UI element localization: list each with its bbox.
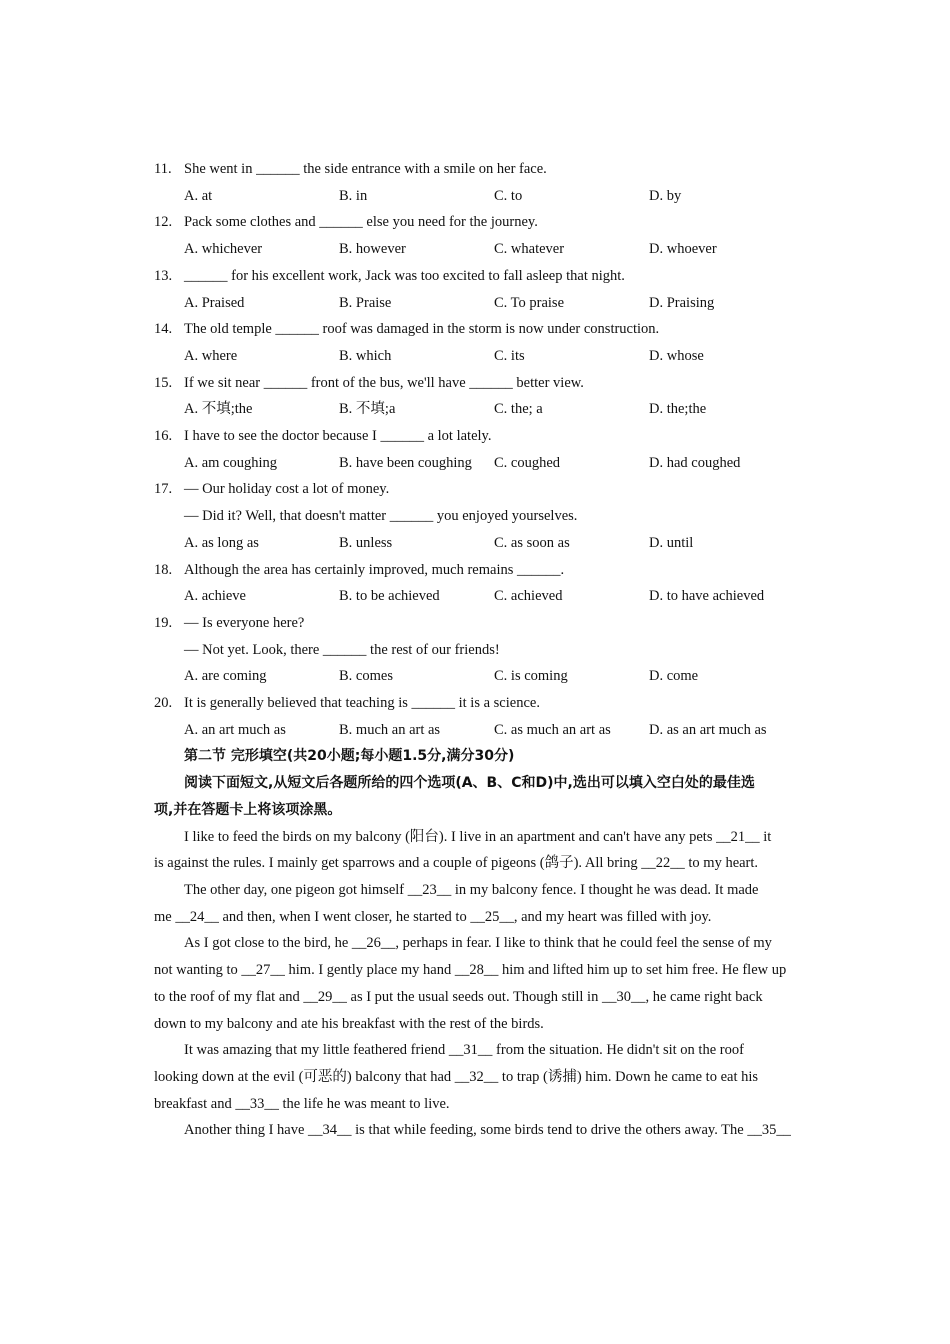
option-d: D. to have achieved [649, 588, 765, 605]
question-14 [154, 316, 830, 343]
passage-line: Another thing I have __34__ is that while feeding, some birds tend to drive the others away. The __35__ [184, 1122, 791, 1139]
question-stem: Although the area has certainly improved, much remains ______. [184, 561, 565, 578]
question-number: 14. [154, 321, 173, 338]
option-c: C. to [494, 187, 523, 204]
option-b: B. Praise [339, 294, 392, 311]
passage-line: As I got close to the bird, he __26__, perhaps in fear. I like to think that he could feel the sense of my [184, 935, 772, 952]
option-a: A. at [184, 187, 213, 204]
option-b: B. have been coughing [339, 454, 472, 471]
section-instruction: 阅读下面短文,从短文后各题所给的四个选项(A、B、C和D)中,选出可以填入空白处的最佳选 [184, 775, 755, 792]
passage-line: not wanting to __27__ him. I gently place my hand __28__ him and lifted him up to set him free. He flew up [154, 962, 787, 979]
passage-line: I like to feed the birds on my balcony (阳台). I live in an apartment and can't have any pets __21__ it [184, 828, 772, 845]
question-11 [154, 156, 830, 183]
option-c: C. its [494, 347, 525, 364]
passage-line: It was amazing that my little feathered friend __31__ from the situation. He didn't sit on the roof [184, 1042, 744, 1059]
option-d: D. Praising [649, 294, 715, 311]
question-number: 16. [154, 428, 173, 445]
question-number: 15. [154, 374, 173, 391]
section-instruction-continued: 项,并在答题卡上将该项涂黑。 [154, 801, 342, 818]
question-number: 20. [154, 695, 173, 712]
options-13 [154, 290, 830, 317]
option-b: B. much an art as [339, 721, 441, 738]
option-a: A. 不填;the [184, 401, 253, 418]
option-c: C. the; a [494, 401, 543, 418]
question-16 [154, 423, 830, 450]
option-b: B. in [339, 187, 368, 204]
option-d: D. whoever [649, 241, 717, 258]
question-12 [154, 209, 830, 236]
option-a: A. as long as [184, 534, 259, 551]
question-17 [154, 476, 830, 503]
option-c: C. as soon as [494, 534, 570, 551]
question-number: 11. [154, 161, 172, 177]
option-d: D. the;the [649, 401, 707, 418]
options-17 [154, 530, 830, 557]
option-a: A. where [184, 347, 238, 364]
option-a: A. Praised [184, 294, 245, 311]
option-c: C. as much an art as [494, 721, 611, 738]
option-b: B. unless [339, 534, 393, 551]
question-number: 19. [154, 614, 173, 631]
option-d: D. as an art much as [649, 721, 767, 738]
passage-line: down to my balcony and ate his breakfast with the rest of the birds. [154, 1015, 544, 1032]
option-a: A. are coming [184, 668, 267, 685]
question-stem-continued: — Not yet. Look, there ______ the rest of our friends! [184, 641, 500, 658]
option-c: C. is coming [494, 668, 568, 685]
option-c: C. To praise [494, 294, 565, 311]
options-12 [154, 236, 830, 263]
question-stem: — Is everyone here? [184, 614, 305, 631]
option-d: D. whose [649, 347, 704, 364]
passage-line: to the roof of my flat and __29__ as I put the usual seeds out. Though still in __30__, he came right back [154, 988, 763, 1005]
option-a: A. whichever [184, 241, 263, 258]
question-stem: ______ for his excellent work, Jack was too excited to fall asleep that night. [184, 267, 625, 284]
question-stem: — Our holiday cost a lot of money. [184, 481, 390, 498]
question-13 [154, 263, 830, 290]
option-b: B. which [339, 347, 392, 364]
question-20 [154, 690, 830, 717]
question-stem: Pack some clothes and ______ else you need for the journey. [184, 214, 538, 231]
question-15 [154, 370, 830, 397]
question-stem: I have to see the doctor because I ______ a lot lately. [184, 428, 492, 445]
option-d: D. come [649, 668, 699, 685]
option-a: A. achieve [184, 588, 246, 605]
option-c: C. coughed [494, 454, 561, 471]
option-b: B. however [339, 241, 406, 258]
option-c: C. achieved [494, 588, 563, 605]
passage-line: looking down at the evil (可恶的) balcony that had __32__ to trap (诱捕) him. Down he came to eat his [154, 1068, 759, 1085]
options-15 [154, 396, 830, 423]
question-number: 17. [154, 481, 173, 498]
option-a: A. am coughing [184, 454, 278, 471]
options-19 [154, 663, 830, 690]
option-c: C. whatever [494, 241, 565, 258]
passage-line: is against the rules. I mainly get sparrows and a couple of pigeons (鸽子). All bring __22__ to my heart. [154, 855, 759, 872]
options-11 [154, 183, 830, 210]
question-stem: If we sit near ______ front of the bus, we'll have ______ better view. [184, 374, 584, 391]
question-18 [154, 557, 830, 584]
options-20 [154, 717, 830, 744]
passage-line: The other day, one pigeon got himself __23__ in my balcony fence. I thought he was dead. It made [184, 881, 759, 898]
section-title: 第二节 完形填空(共20小题;每小题1.5分,满分30分) [184, 748, 515, 765]
option-d: D. by [649, 187, 682, 204]
option-d: D. until [649, 534, 694, 551]
question-19 [154, 610, 830, 637]
question-stem: It is generally believed that teaching is ______ it is a science. [184, 695, 540, 712]
question-number: 12. [154, 214, 173, 231]
option-b: B. 不填;a [339, 401, 396, 418]
question-number: 13. [154, 267, 173, 284]
option-b: B. to be achieved [339, 588, 440, 605]
passage-line: breakfast and __33__ the life he was meant to live. [154, 1095, 450, 1112]
question-number: 18. [154, 561, 173, 578]
options-16 [154, 450, 830, 477]
question-stem-continued: — Did it? Well, that doesn't matter ______ you enjoyed yourselves. [184, 508, 578, 525]
option-a: A. an art much as [184, 721, 286, 738]
question-stem: The old temple ______ roof was damaged in the storm is now under construction. [184, 321, 660, 338]
exam-content [154, 156, 830, 1144]
options-18 [154, 583, 830, 610]
options-14 [154, 343, 830, 370]
passage-line: me __24__ and then, when I went closer, he started to __25__, and my heart was filled with joy. [154, 908, 712, 925]
question-stem: She went in ______ the side entrance with a smile on her face. [184, 161, 547, 177]
option-b: B. comes [339, 668, 393, 685]
option-d: D. had coughed [649, 454, 741, 471]
